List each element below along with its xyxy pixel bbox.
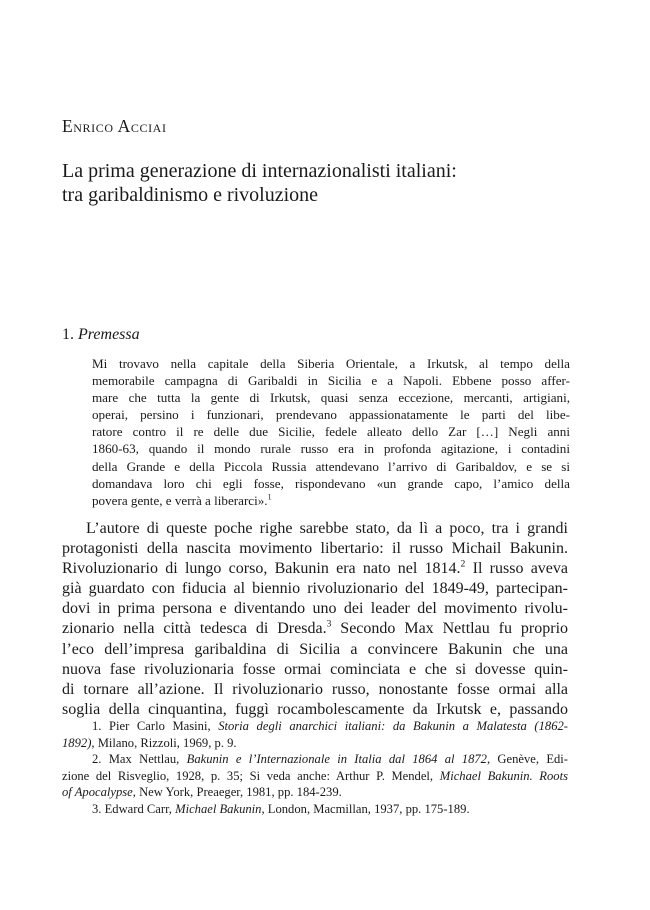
quote-line: operai, persino i funzionari, prendevano appassionatamente le parti del libe-: [92, 407, 570, 423]
footnote-title: Michael Bakunin. Roots: [439, 768, 568, 783]
body-line: [62, 559, 568, 579]
footnote-text: 1. Pier Carlo Masini,: [92, 719, 219, 733]
footnote-title: Bakunin e l’Internazionale in Italia dal 1864 al 1872: [186, 752, 487, 766]
quote-text: povera gente, e verrà a liberarci».: [92, 492, 268, 508]
quote-line: della Grande e della Piccola Russia attendevano l’arrivo di Garibaldov, e se si: [92, 458, 570, 474]
footnote-ref: 2: [460, 558, 466, 570]
footnote-title: Michael Bakunin: [175, 801, 262, 816]
body-line: protagonisti della nascita movimento libertario: il russo Michail Bakunin.: [62, 540, 568, 558]
quote-line: memorabile campagna di Garibaldi in Sicilia e a Napoli. Ebbene posso affer-: [92, 373, 570, 389]
quote-line: ratore contro il re delle due Sicilie, fedele alleato dello Zar […] Negli anni: [92, 424, 570, 440]
footnotes: [62, 718, 568, 817]
body-text: Il russo aveva: [465, 560, 569, 578]
title-line: La prima generazione di internazionalisti italiani:: [62, 160, 457, 182]
quote-line: domandava loro chi egli fosse, rispondevano «un grande capo, l’amico della: [92, 475, 570, 491]
body-line: L’autore di queste poche righe sarebbe stato, da lì a poco, tra i grandi: [86, 520, 568, 537]
body-text: Secondo Max Nettlau fu proprio: [331, 620, 569, 638]
footnote-2-cont: [62, 784, 568, 801]
body-text: zionario nella città tedesca di Dresda.: [62, 620, 327, 638]
footnote-3: [62, 801, 568, 818]
footnote-ref: 3: [326, 619, 332, 631]
footnote-1-cont: [62, 735, 568, 752]
body-line: [62, 619, 568, 639]
body-line: l’eco dell’impresa garibaldina di Sicilia a convincere Bakunin che una: [62, 640, 568, 658]
section-title: Premessa: [78, 326, 140, 343]
quote-line: Mi trovavo nella capitale della Siberia Orientale, a Irkutsk, al tempo della: [92, 356, 570, 371]
footnote-1: [62, 718, 568, 735]
footnote-text: , Genève, Edi-: [486, 752, 568, 766]
article-title: [62, 159, 602, 207]
body-line: di tornare all’azione. Il rivoluzionario russo, nonostante fosse ormai alla: [62, 680, 568, 698]
body-line: nuova fase rivoluzionaria fosse ormai cominciata e che si dovesse quin-: [62, 660, 568, 678]
footnote-title: Storia degli anarchici italiani: da Bakunin a Malatesta (1862-: [218, 719, 569, 733]
footnote-text: , Milano, Rizzoli, 1969, p. 9.: [91, 735, 237, 750]
quote-line-last: [92, 492, 570, 509]
footnote-title: 1892): [62, 735, 92, 750]
quote-line: 1860-63, quando il mondo rurale russo era in profonda agitazione, i contadini: [92, 441, 570, 457]
footnote-text: 3. Edward Carr,: [92, 801, 176, 816]
section-number: 1.: [62, 326, 74, 343]
body-line: dovi in prima persona e diventando uno dei leader del movimento rivolu-: [62, 600, 568, 618]
body-paragraph: [62, 519, 568, 720]
footnote-2: [62, 751, 568, 768]
body-line: soglia della cinquantina, fuggì rocambolescamente da Irkutsk e, passando: [62, 700, 568, 718]
author-name: Enrico Acciai: [62, 116, 167, 136]
body-text: Rivoluzionario di lungo corso, Bakunin era nato nel 1814.: [62, 560, 461, 578]
footnote-2-cont: [62, 768, 568, 785]
title-line: tra garibaldinismo e rivoluzione: [62, 184, 319, 206]
footnote-text: 2. Max Nettlau,: [92, 752, 187, 766]
footnote-ref: 1: [267, 492, 272, 502]
footnote-text: , New York, Preaeger, 1981, pp. 184-239.: [132, 785, 342, 799]
section-heading: [62, 326, 140, 344]
body-line: già guardato con fiducia al biennio rivoluzionario del 1849-49, partecipan-: [62, 580, 568, 598]
footnote-text: , London, Macmillan, 1937, pp. 175-189.: [261, 801, 470, 816]
quote-line: mare che tutta la gente di Irkutsk, quasi senza eccezione, mercanti, artigiani,: [92, 390, 570, 406]
footnote-text: zione del Risveglio, 1928, p. 35; Si veda anche: Arthur P. Mendel,: [62, 768, 440, 783]
block-quote: [92, 355, 570, 509]
footnote-title: of Apocalypse: [62, 785, 133, 799]
